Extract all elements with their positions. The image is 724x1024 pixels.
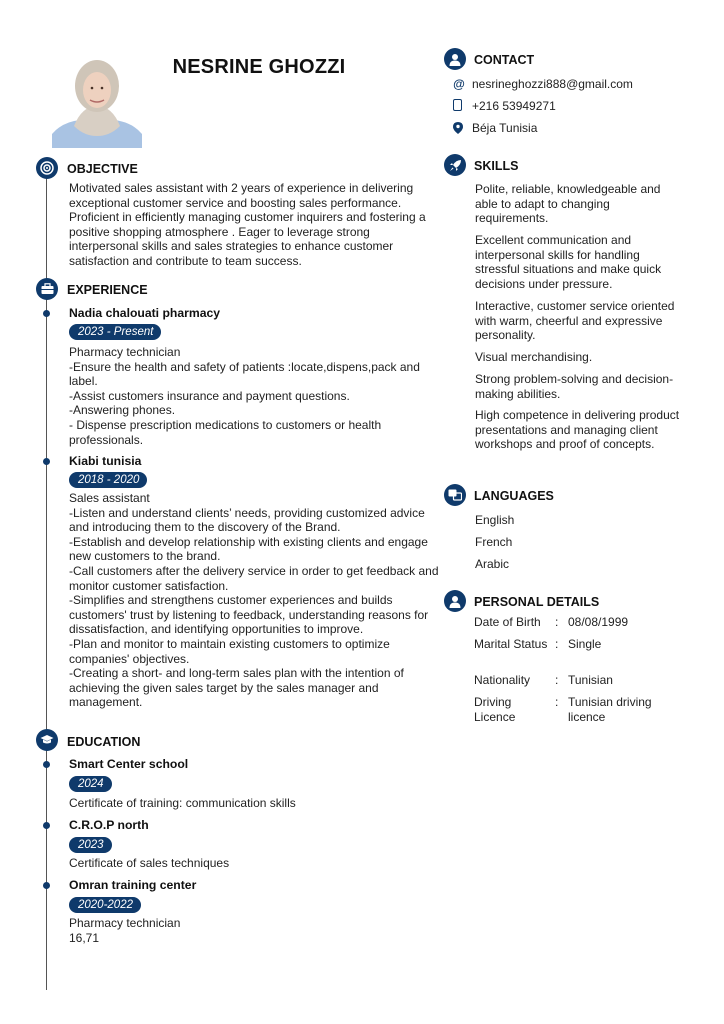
location-pin-icon [453, 121, 463, 139]
timeline-dot [43, 458, 50, 465]
phone-icon [453, 99, 462, 111]
education-description: Certificate of training: communication skills [69, 796, 296, 810]
rocket-icon [444, 154, 466, 176]
contact-heading: CONTACT [474, 53, 535, 67]
timeline-dot [43, 882, 50, 889]
detail-value: Tunisian driving licence [568, 695, 652, 724]
education-org: C.R.O.P north [69, 818, 149, 832]
language-item: English [475, 513, 515, 527]
education-period-badge: 2024 [69, 776, 112, 792]
language-item: French [475, 535, 513, 549]
skill-item: High competence in delivering product presentations and managing client workshops and proof of concepts. [475, 408, 680, 452]
objective-heading: OBJECTIVE [67, 162, 138, 176]
experience-period-badge: 2018 - 2020 [69, 472, 147, 488]
experience-line: -Assist customers insurance and payment questions. [69, 388, 350, 403]
language-item: Arabic [475, 557, 510, 571]
detail-colon: : [555, 695, 559, 709]
detail-label: Nationality [474, 673, 531, 687]
languages-heading: LANGUAGES [474, 489, 554, 503]
skill-item: Interactive, customer service oriented with warm, cheerful and expressive personality. [475, 299, 675, 343]
detail-colon: : [555, 615, 559, 629]
target-icon [36, 157, 58, 179]
skill-item: Visual merchandising. [475, 350, 593, 364]
detail-colon: : [555, 673, 559, 687]
experience-line: -Simplifies and strengthens customer experiences and builds customers' trust by listening to feedback, understanding reasons for dissatisfaction, and identifying opportunities to improve. [69, 593, 429, 637]
skills-heading: SKILLS [474, 159, 519, 173]
detail-label: Driving Licence [474, 695, 516, 724]
experience-line: Pharmacy technician [69, 345, 181, 359]
personal-details-heading: PERSONAL DETAILS [474, 595, 600, 609]
experience-line: -Call customers after the delivery service in order to get feedback and monitor customer satisfaction. [69, 563, 439, 593]
detail-label: Marital Status [474, 637, 548, 651]
experience-line: Sales assistant [69, 491, 150, 505]
experience-line: -Establish and develop relationship with existing clients and engage new customers to the brand. [69, 534, 428, 564]
experience-description [69, 491, 441, 710]
candidate-name: NESRINE GHOZZI [172, 56, 346, 78]
at-icon: @ [453, 77, 465, 91]
experience-org: Kiabi tunisia [69, 454, 142, 468]
experience-line: -Listen and understand clients’ needs, providing customized advice and introducing them to the discovery of the Brand. [69, 505, 425, 535]
education-description: Certificate of sales techniques [69, 856, 230, 870]
experience-line: -Creating a short- and long-term sales plan with the intention of achieving the given sales target by the sales manager and management. [69, 666, 404, 710]
timeline-dot [43, 761, 50, 768]
contact-email[interactable]: nesrineghozzi888@gmail.com [472, 77, 633, 91]
person-icon [444, 590, 466, 612]
profile-photo [52, 56, 142, 148]
experience-line: -Plan and monitor to maintain existing customers to optimize companies' objectives. [69, 636, 390, 666]
education-description [69, 916, 180, 945]
education-period-badge: 2023 [69, 837, 112, 853]
contact-location: Béja Tunisia [472, 121, 538, 135]
timeline-dot [43, 310, 50, 317]
education-heading: EDUCATION [67, 735, 141, 749]
education-period-badge: 2020-2022 [69, 897, 141, 913]
person-icon [444, 48, 466, 70]
experience-line: -Ensure the health and safety of patients :locate,dispens,pack and label. [69, 359, 420, 389]
detail-label: Date of Birth [474, 615, 541, 629]
experience-heading: EXPERIENCE [67, 283, 148, 297]
detail-value: Tunisian [568, 673, 613, 687]
detail-value: 08/08/1999 [568, 615, 629, 629]
graduation-cap-icon [36, 729, 58, 751]
contact-phone: +216 53949271 [472, 99, 556, 113]
skill-item: Excellent communication and interpersonal skills for handling stressful situations and make quick decisions under pressure. [475, 233, 662, 291]
objective-text: Motivated sales assistant with 2 years of experience in delivering exceptional customer service and boosting sales performance. Proficient in efficiently managing customer inquirers and fostering a positive shopping atmosphere . Eager to leverage strong interpersonal skills and sales strategies to enhance customer satisfaction and contribute to team success. [69, 181, 426, 268]
languages-icon [444, 484, 466, 506]
experience-period-badge: 2023 - Present [69, 324, 161, 340]
education-line: Pharmacy technician [69, 916, 181, 930]
skill-item: Polite, reliable, knowledgeable and able to adapt to changing requirements. [475, 182, 661, 226]
detail-colon: : [555, 637, 559, 651]
experience-line: -Answering phones. [69, 403, 176, 418]
detail-value: Single [568, 637, 602, 651]
education-org: Omran training center [69, 878, 197, 892]
timeline-dot [43, 822, 50, 829]
skill-item: Strong problem-solving and decision-making abilities. [475, 372, 674, 401]
briefcase-icon [36, 278, 58, 300]
education-org: Smart Center school [69, 757, 189, 771]
experience-line: - Dispense prescription medications to customers or health professionals. [69, 417, 382, 447]
experience-description [69, 345, 441, 447]
experience-org: Nadia chalouati pharmacy [69, 306, 221, 320]
education-line: 16,71 [69, 930, 100, 945]
